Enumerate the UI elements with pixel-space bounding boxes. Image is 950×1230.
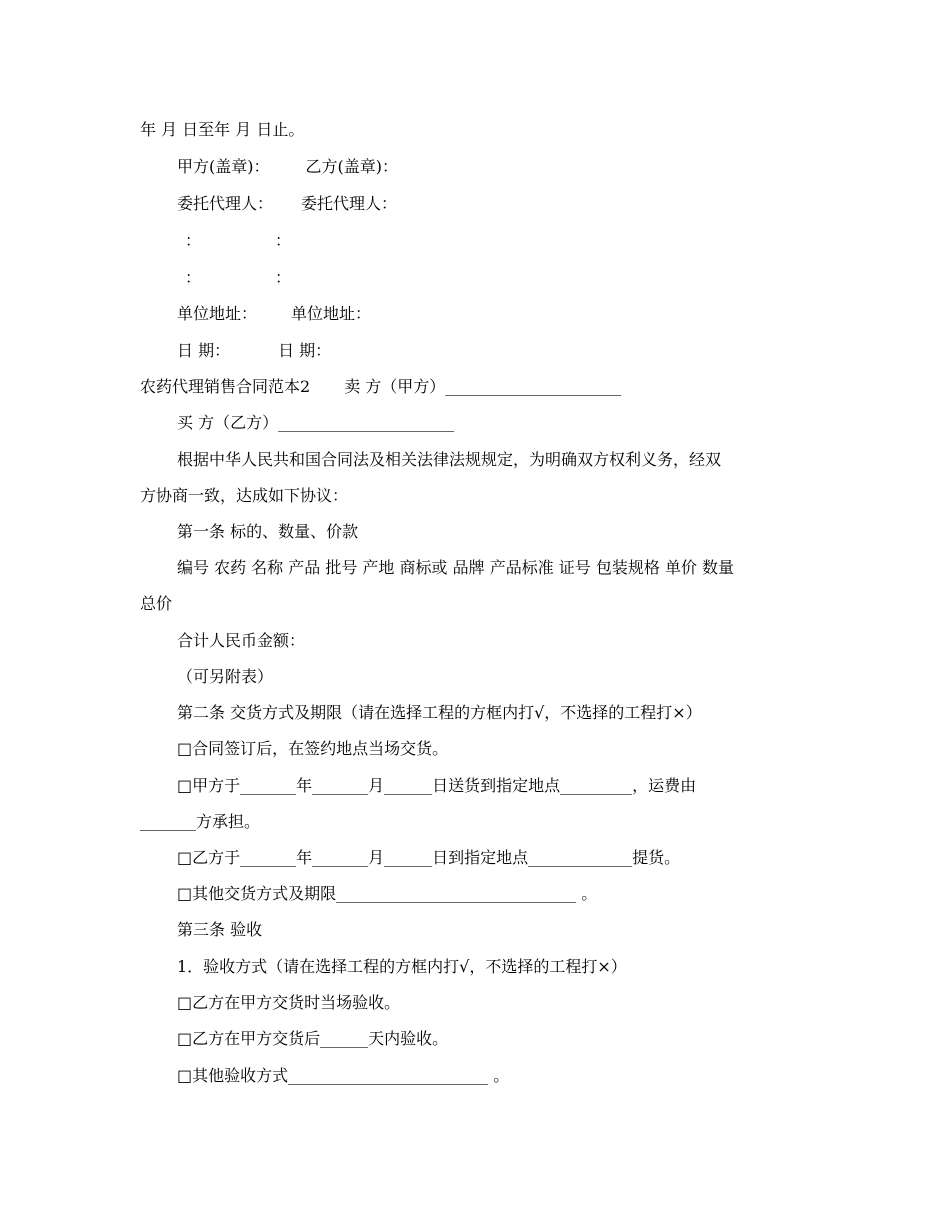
party-b-colon-1: ： (275, 231, 292, 250)
party-b-agent-label: 委托代理人： (301, 194, 398, 213)
party-a-date-label: 日 期： (177, 341, 231, 360)
inspection-option-2: □乙方在甲方交货后______天内验收。 (177, 1029, 449, 1048)
seller-label: 卖 方（甲方）______________________ (344, 377, 622, 396)
agent-line (177, 194, 822, 214)
table-header-total: 总价 (140, 594, 173, 613)
delivery-option-4: □其他交货方式及期限______________________________ 。 (177, 884, 598, 903)
colon-line-2 (177, 268, 822, 288)
article-3-heading: 第三条 验收 (177, 920, 263, 939)
address-line (177, 304, 822, 324)
party-b-seal-label: 乙方(盖章)： (305, 157, 398, 176)
seal-line (177, 157, 822, 177)
party-a-colon-1: ： (185, 231, 202, 250)
preamble-line-2: 方协商一致，达成如下协议： (140, 486, 349, 505)
template-title-line (140, 377, 820, 397)
delivery-option-3: □乙方于_______年_______月______日到指定地点_____________提货。 (177, 848, 681, 867)
date-line (177, 341, 822, 361)
party-b-colon-2: ： (275, 268, 292, 287)
table-header-line: 编号 农药 名称 产品 批号 产地 商标或 品牌 产品标准 证号 包装规格 单价 数量 (177, 558, 735, 577)
attach-note: （可另附表） (177, 667, 274, 686)
article-1-heading: 第一条 标的、数量、价款 (177, 522, 359, 541)
inspection-option-3: □其他验收方式_________________________ 。 (177, 1066, 510, 1085)
party-a-colon-2: ： (185, 268, 202, 287)
delivery-option-2-cont: _______方承担。 (140, 812, 261, 831)
delivery-option-2: □甲方于_______年_______月______日送货到指定地点_________，运费由 (177, 776, 697, 795)
party-a-address-label: 单位地址： (177, 304, 258, 323)
term-period-line: 年 月 日至年 月 日止。 (140, 120, 305, 139)
delivery-option-1: □合同签订后，在签约地点当场交货。 (177, 739, 449, 758)
party-b-address-label: 单位地址： (291, 304, 372, 323)
template-title: 农药代理销售合同范本2 (140, 377, 311, 396)
party-a-seal-label: 甲方(盖章)： (177, 157, 270, 176)
preamble-line-1: 根据中华人民共和国合同法及相关法律法规规定，为明确双方权利义务，经双 (177, 450, 722, 469)
article-2-heading: 第二条 交货方式及期限（请在选择工程的方框内打√，不选择的工程打×） (177, 703, 702, 722)
buyer-label: 买 方（乙方）______________________ (177, 413, 455, 432)
colon-line-1 (177, 231, 822, 251)
party-a-agent-label: 委托代理人： (177, 194, 274, 213)
inspection-method-heading: 1．验收方式（请在选择工程的方框内打√，不选择的工程打×） (177, 957, 627, 976)
total-amount-label: 合计人民币金额： (177, 631, 306, 650)
party-b-date-label: 日 期： (278, 341, 332, 360)
inspection-option-1: □乙方在甲方交货时当场验收。 (177, 993, 401, 1012)
